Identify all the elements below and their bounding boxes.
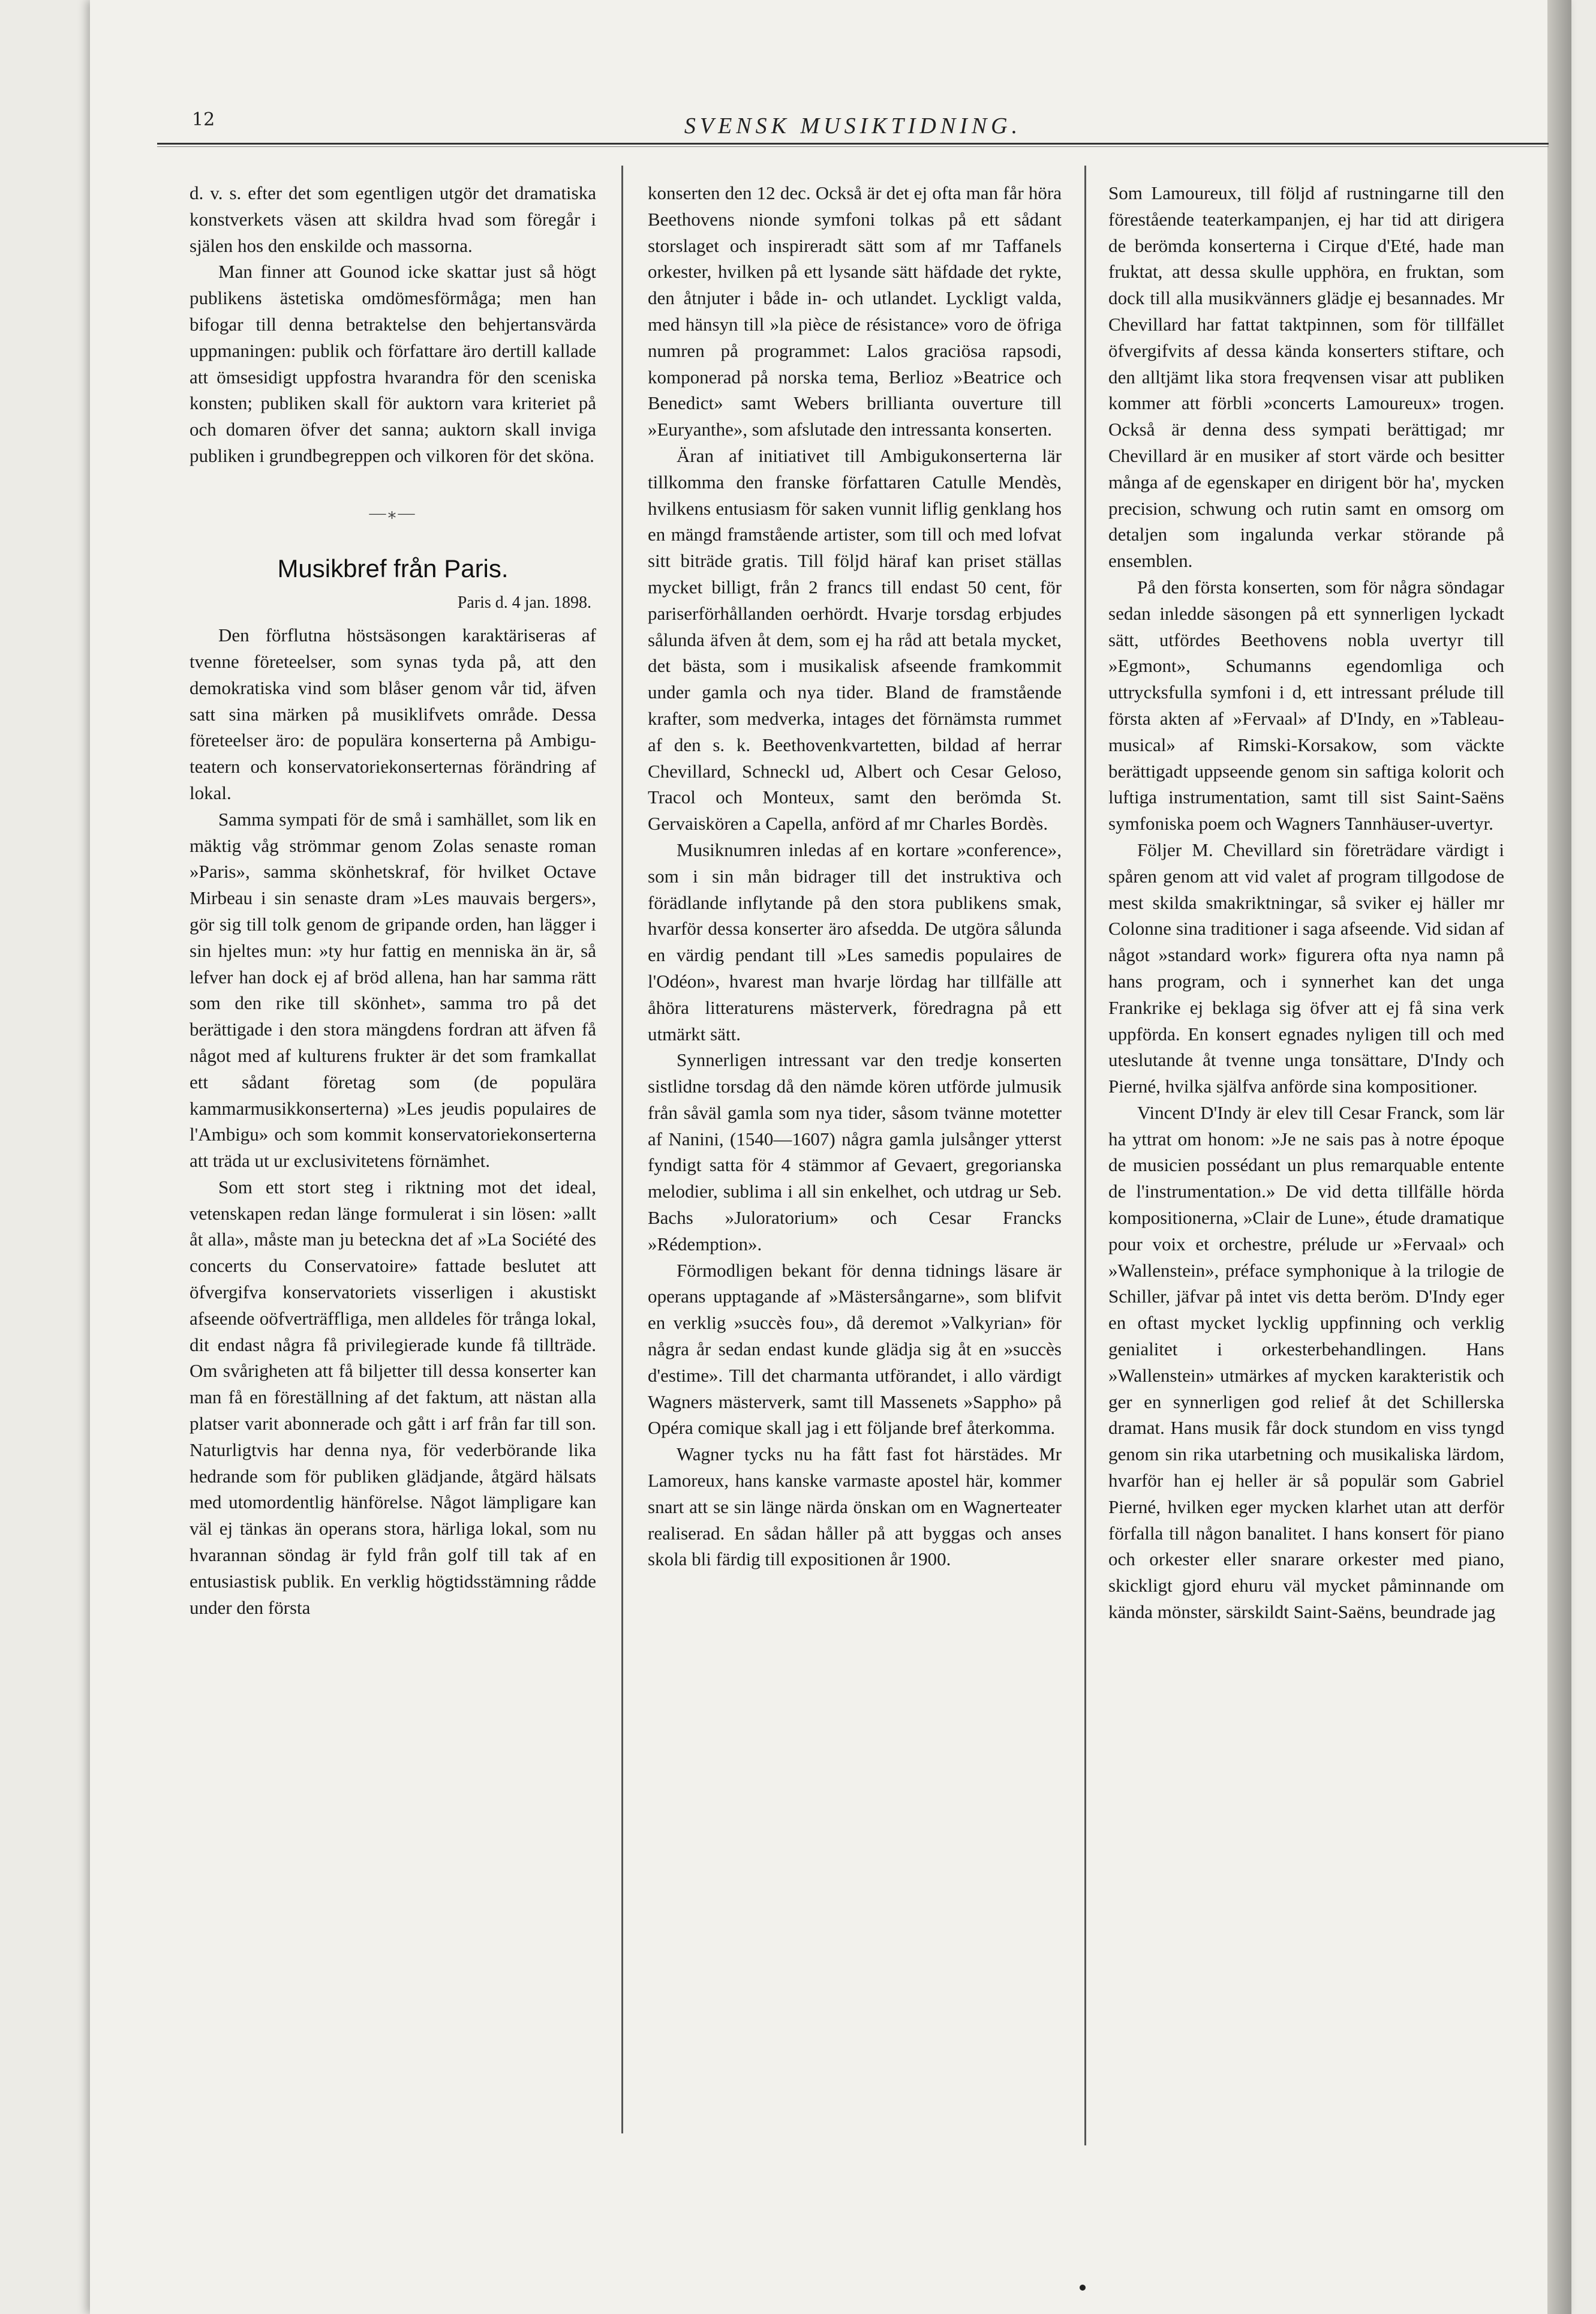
col2-paragraph-2: Äran af initiativet till Ambigukonserterna lär tillkomma den franske författaren Catulle Mendès, hvilkens entusiasm för saken vunnit liflig genklang hos en mängd framstående artister, som till och med lofvat sitt biträde gratis. Till följd häraf kan priset ställas mycket billigt, från 2 francs till endast 50 cent, för pariserförhållanden oerhördt. Hvarje torsdag erbjudes sålunda äfven åt dem, som ej ha råd att betala mycket, det bästa, som i musikalisk afseende framkommit under gamla och nya tider. Bland de framstående krafter, som medverka, intages det förnämsta rummet af den s. k. Beethovenkvartetten, bildad af herrar Chevillard, Schneckl ud, Albert och Cesar Geloso, Tracol och Monteux, samt den berömda St. Gervaiskören a Capella, anförd af mr Charles Bordès. xyxy=(648,445,1062,835)
print-speck xyxy=(1080,2285,1086,2291)
article-dateline: Paris d. 4 jan. 1898. xyxy=(457,593,591,613)
column-2 xyxy=(648,180,1062,1572)
col2-paragraph-4: Synnerligen intressant var den tredje konserten sistlidne torsdag då den nämde kören utförde julmusik från såväl gamla som nya tider, såsom tvänne motetter af Nanini, (1540—1607) några gamla julsånger ytterst fyndigt satta för 4 stämmor af Gevaert, gregorianska melodier, sublima i all sin enkelhet, och utdrag ur Seb. Bachs »Juloratorium» och Cesar Francks »Rédemption». xyxy=(648,1049,1062,1254)
intro-paragraph-1: d. v. s. efter det som egentligen utgör det dramatiska konstverkets väsen att skildra hvad som föregår i själen hos den enskilde och massorna. xyxy=(190,182,596,256)
section-ornament: —⁎— xyxy=(369,503,417,523)
col3-paragraph-1: Som Lamoureux, till följd af rustningarne till den förestående teaterkampanjen, ej har tid att dirigera de berömda konserterna i Cirque d'Eté, hade man fruktat, att dessa skulle upphöra, en fruktan, som dock till alla musikvänners glädje ej besannades. Mr Chevillard har fattat taktpinnen, som för tillfället öfvergifvits af dessa kända konserters stiftare, och den alltjämt lika stora freqvensen visar att publiken kommer att förbli »concerts Lamoureux» trogen. Också är denna dess sympati berättigad; mr Chevillard är en musiker af stort värde och besitter många af de egenskaper en dirigent bör ha', mycken precision, schwung och rutin samt en omsorg om detaljen som ingalunda verkar störande på ensemblen. xyxy=(1108,182,1504,572)
column-divider-left xyxy=(621,166,623,2133)
intro-paragraph-2: Man finner att Gounod icke skattar just så högt publikens ästetiska omdömesförmåga; men han bifogar till denna betraktelse den behjertansvärda uppmaningen: publik och författare äro dertill kallade att ömsesidigt uppfostra hvarandra för den sceniska konsten; publiken skall för auktorn vara kriteriet på och domaren öfver det sanna; auktorn skall inviga publiken i grundbegreppen och vilkoren för det sköna. xyxy=(190,261,596,466)
page-edge-shadow xyxy=(1547,0,1571,2314)
column-3 xyxy=(1108,180,1504,1625)
page-header xyxy=(157,84,1549,144)
header-rule xyxy=(157,143,1549,145)
header-rule-thin xyxy=(157,146,1549,147)
column-1 xyxy=(190,180,596,1620)
col1-paragraph-3: Som ett stort steg i riktning mot det ideal, vetenskapen redan länge formulerat i sin lösen: »allt åt alla», måste man ju beteckna det af »La Société des concerts du Conservatoire» fattade beslutet att öfvergifva konservatoriets visserligen i akustiskt afseende oöfverträffliga, men alldeles för trånga lokal, dit endast några få privilegierade kunde få tillträde. Om svårigheten att få biljetter till dessa konserter kan man få en föreställning af det faktum, att nästan alla platser varit abonnerade och gått i arf från far till son. Naturligtvis har denna nya, för vederbörande lika hedrande som för publiken glädjande, åtgärd hälsats med utomordentlig hänförelse. Något lämpligare kan väl ej tänkas än operans stora, härliga lokal, som nu hvarannan söndag är fyld från golf till tak af en entusiastisk publik. En verklig högtidsstämning rådde under den första xyxy=(190,1176,596,1618)
column-divider-right xyxy=(1084,166,1086,2145)
col1-paragraph-1: Den förflutna höstsäsongen karaktäriseras af tvenne företeelser, som synas tyda på, att den demokratiska vind som blåser genom vår tid, äfven satt sina märken på musiklifvets område. Dessa företeelser äro: de populära konserterna på Ambigu-teatern och konservatoriekonserternas förändring af lokal. xyxy=(190,625,596,803)
col2-paragraph-3: Musiknumren inledas af en kortare »conference», som i sin mån bidrager till det instruktiva och förädlande inflytande på den stora publikens smak, hvarför dessa konserter äro afsedda. De utgöra sålunda en värdig pendant till »Les samedis populaires de l'Odéon», hvarest man hvarje lördag har tillfälle att åhöra litteraturens mästerverk, föredragna på ett utmärkt sätt. xyxy=(648,839,1062,1045)
page-number: 12 xyxy=(192,109,215,130)
col1-paragraph-2: Samma sympati för de små i samhället, som lik en mäktig våg strömmar genom Zolas senaste roman »Paris», samma skönhetskraf, för hvilket Octave Mirbeau i sin senaste dram »Les mauvais bergers», gör sig till tolk genom de gripande orden, han lägger i sin hjeltes mun: »ty hur fattig en menniska än är, så lefver han dock ej af bröd allena, han har samma rätt som den rike till skönhet», samma tro på det berättigade i den stora mängdens fordran att äfven få något med af kulturens frukter är det som framkallat ett sådant företag som (de populära kammarmusikkonserterna) »Les jeudis populaires de l'Ambigu» och som kommit konservatoriekonserterna att träda ut ur exclusivitetens förnämhet. xyxy=(190,808,596,1172)
col2-paragraph-5: Förmodligen bekant för denna tidnings läsare är operans upptagande af »Mästersångarne», som blifvit en verklig »succès fou», då deremot »Valkyrian» för några år sedan endast kunde glädja sig åt en »succès d'estime». Till det charmanta utförandet, i allo värdigt Wagners mästerverk, samt till Massenets »Sappho» på Opéra comique skall jag i ett följande bref återkomma. xyxy=(648,1259,1062,1439)
article-heading: Musikbref från Paris. xyxy=(277,554,509,583)
col2-paragraph-1: konserten den 12 dec. Också är det ej ofta man får höra Beethovens nionde symfoni tolkas på ett sådant storslaget och inspireradt sätt som af mr Taffanels orkester, hvilken på ett lysande sätt häfdade det rykte, den åtnjuter i både in- och utlandet. Lyckligt valda, med hänsyn till »la pièce de résistance» voro de öfriga numren på programmet: Lalos graciösa rapsodi, komponerad på norska tema, Berlioz »Beatrice och Benedict» samt Webers brillianta ouverture till »Euryanthe», som afslutade den intressanta konserten. xyxy=(648,182,1062,440)
col3-paragraph-2: På den första konserten, som för några söndagar sedan inledde säsongen på ett synnerligen lyckadt sätt, utfördes Beethovens nobla uvertyr till »Egmont», Schumanns egendomliga och uttrycksfulla symfoni i d, ett intressant prélude till första akten af »Fervaal» af D'Indy, en »Tableau-musical» af Rimski-Korsakow, som väckte berättigadt uppseende genom sin saftiga kolorit och luftiga instrumentation, samt till sist Saint-Saëns symfoniska poem och Wagners Tannhäuser-uvertyr. xyxy=(1108,576,1504,835)
running-title: SVENSK MUSIKTIDNING. xyxy=(684,113,1022,139)
col2-paragraph-6: Wagner tycks nu ha fått fast fot härstädes. Mr Lamoreux, hans kanske varmaste apostel här, kommer snart att se sin länge närda önskan om en Wagnerteater realiserad. En sådan håller på att byggas och anses skola bli färdig till expositionen år 1900. xyxy=(648,1443,1062,1570)
col3-paragraph-4: Vincent D'Indy är elev till Cesar Franck, som lär ha yttrat om honom: »Je ne sais pas à notre époque de musicien possédant un plus remarquable entente de l'instrumentation.» De vid detta tillfälle hörda kompositionerna, »Clair de Lune», étude dramatique pour voix et orchestre, prélude ur »Fervaal» och »Wallenstein», préface symphonique à la trilogie de Schiller, jäfvar på intet vis detta beröm. D'Indy eger en oftast mycket lycklig uppfinning och verklig genialitet i orkesterbehandlingen. Hans »Wallenstein» utmärkes af mycken karakteristik och ger en synnerligen god relief åt det Schillerska dramat. Hans musik får dock stundom en viss tyngd genom sin rika utarbetning och musikaliska lärdom, hvarför han ej heller är så populär som Gabriel Pierné, hvilken eger mycken klarhet utan att derför förfalla till någon banalitet. I hans konsert för piano och orkester eller snarare orkester med piano, skickligt gjord ehuru väl mycket påminnande om kända mönster, särskildt Saint-Saëns, beundrade jag xyxy=(1108,1102,1504,1623)
col3-paragraph-3: Följer M. Chevillard sin företrädare värdigt i spåren genom att vid valet af program tillgodose de mest skilda smakriktningar, så sviker ej häller mr Colonne sina traditioner i saga afseende. Vid sidan af något »standard work» figurera ofta nya namn på hans program, och i synnerhet kan det unga Frankrike ej beklaga sig öfver att ej få sina verk uppförda. En konsert egnades nyligen till och med uteslutande åt tvenne unga tonsättare, D'Indy och Pierné, hvilka själfva anförde sina kompositioner. xyxy=(1108,839,1504,1097)
